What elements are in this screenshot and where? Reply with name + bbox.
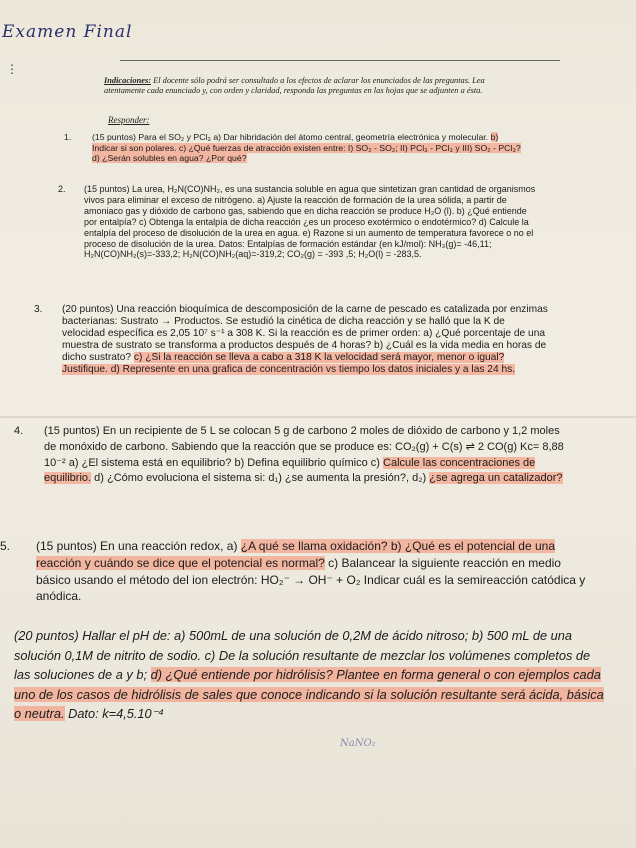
question-number: 4. [14,425,24,437]
question-text: (20 puntos) Hallar el pH de: a) 500mL de una solución de 0,2M de ácido nitroso; b) 500 mL de una solución 0,1M de nitrito de sodio. c) De la solución resultante de mezclar los volúmenes completos de las soluciones de a y b; [14,628,591,683]
question-text: (20 puntos) Una reacción bioquímica de descomposición de la carne de pescado es catalizada por enzimas bacterianas: Sustrato → Productos. Se estudió la cinética de dicha reacción y se halló que la K de velocidad específica es 2,05 10⁷ s⁻¹ a 308 K. Si la reacción es de primer orden: a) ¿Qué porcentaje de una muestra de sustrato se transforma a productos después de 4 horas? b) ¿Cuál es la vida media en horas de dicho sustrato? [62,304,548,364]
question-highlight-2: ¿se agrega un catalizador? [429,472,563,485]
question-number: 5. [0,539,11,553]
handwritten-margin-note: NaNO₂ [340,738,376,749]
header-rule [120,60,560,61]
question-highlight: Calcule las concentraciones de equilibrio. [44,456,536,485]
indicaciones-text: El docente sólo podrá ser consultado a los efectos de aclarar los enunciados de las preguntas. Lea atentamente cada enunciado y, con orden y claridad, responda las preguntas en las hojas que se adjunten a ésta. [104,76,485,95]
handwritten-title: Examen Final [2,22,133,42]
question-text: (15 puntos) Para el SO₂ y PCl₃ a) Dar hibridación del átomo central, geometría electrónica y molecular. [92,132,491,142]
question-text-cont: Dato: k=4,5.10⁻⁴ [64,706,164,722]
responder-label: Responder: [108,115,150,125]
question-number: 1. [64,132,72,142]
question-highlight: ¿A qué se llama oxidación? b) ¿Qué es el potencial de una reacción y cuándo se dice que el potencial es normal? [36,539,555,570]
question-highlight: b) Indicar si son polares. c) ¿Qué fuerzas de atracción existen entre: I) SO₂ - SO₂; II) PCl₃ - PCl₃ y III) SO₂ - PCl₃? d) ¿Serán solubles en agua? ¿Por qué? [92,132,521,164]
question-text-cont: d) ¿Cómo evoluciona el sistema si: d₁) ¿se aumenta la presión?, d₂) [91,472,430,485]
indicaciones-label: Indicaciones: [104,76,151,85]
question-number: 2. [58,184,66,194]
question-highlight: c) ¿Si la reacción se lleva a cabo a 318 K la velocidad será mayor, menor o igual? Justifique. d) Represente en una grafica de concentración vs tiempo los datos iniciales y a las 24 hs. [62,352,516,376]
indicaciones [104,76,514,96]
question-highlight: d) ¿Qué entiende por hidrólisis? Plantee en forma general o con ejemplos cada uno de los casos de hidrólisis de sales que conoce indicando si la solución resultante será ácida, básica o neutra. [14,667,604,722]
question-number: 3. [34,304,43,315]
question-text: (15 puntos) En una reacción redox, a) [36,539,241,553]
question-text: (15 puntos) La urea, H₂N(CO)NH₂, es una sustancia soluble en agua que sintetizan gran cantidad de organismos vivos para eliminar el exceso de nitrógeno. a) Ajuste la reacción de formación de la urea sólida, a partir de amoniaco gas y dióxido de carbono gas, sabiendo que en dicha reacción se produce H₂O (l). b) ¿Qué entiende por entalpía? c) Obtenga la entalpía de dicha reacción ¿es un proceso exotérmico o endotérmico? d) Calcule la entalpía del proceso de disolución de la urea en agua. e) Razone si un aumento de temperatura favorece o no el proceso de disolución de la urea. Datos: Entalpías de formación estándar (en kJ/mol): NH₃(g)= -46,11; H₂N(CO)NH₂(s)=-333,2; H₂N(CO)NH₂(aq)=-319,2; CO₂(g) = -393 ,5; H₂O(l) = -283,5. [84,184,536,260]
question-text-cont: c) Balancear la siguiente reacción en medio básico usando el método del ion electrón: HO₂⁻ → OH⁻ + O₂ Indicar cuál es la semireacción catódica y anódica. [36,555,586,604]
question-text: (15 puntos) En un recipiente de 5 L se colocan 5 g de carbono 2 moles de dióxido de carbono y 1,2 moles de monóxido de carbono. Sabiendo que la reacción que se produce es: CO₂(g) + C(s) ⇌ 2 CO(g) Kc= 8,88 10⁻² a) ¿El sistema está en equilibrio? b) Defina equilibrio químico c) [44,425,564,469]
paper-fold [0,416,636,418]
margin-mark: ⋮ [6,62,18,76]
